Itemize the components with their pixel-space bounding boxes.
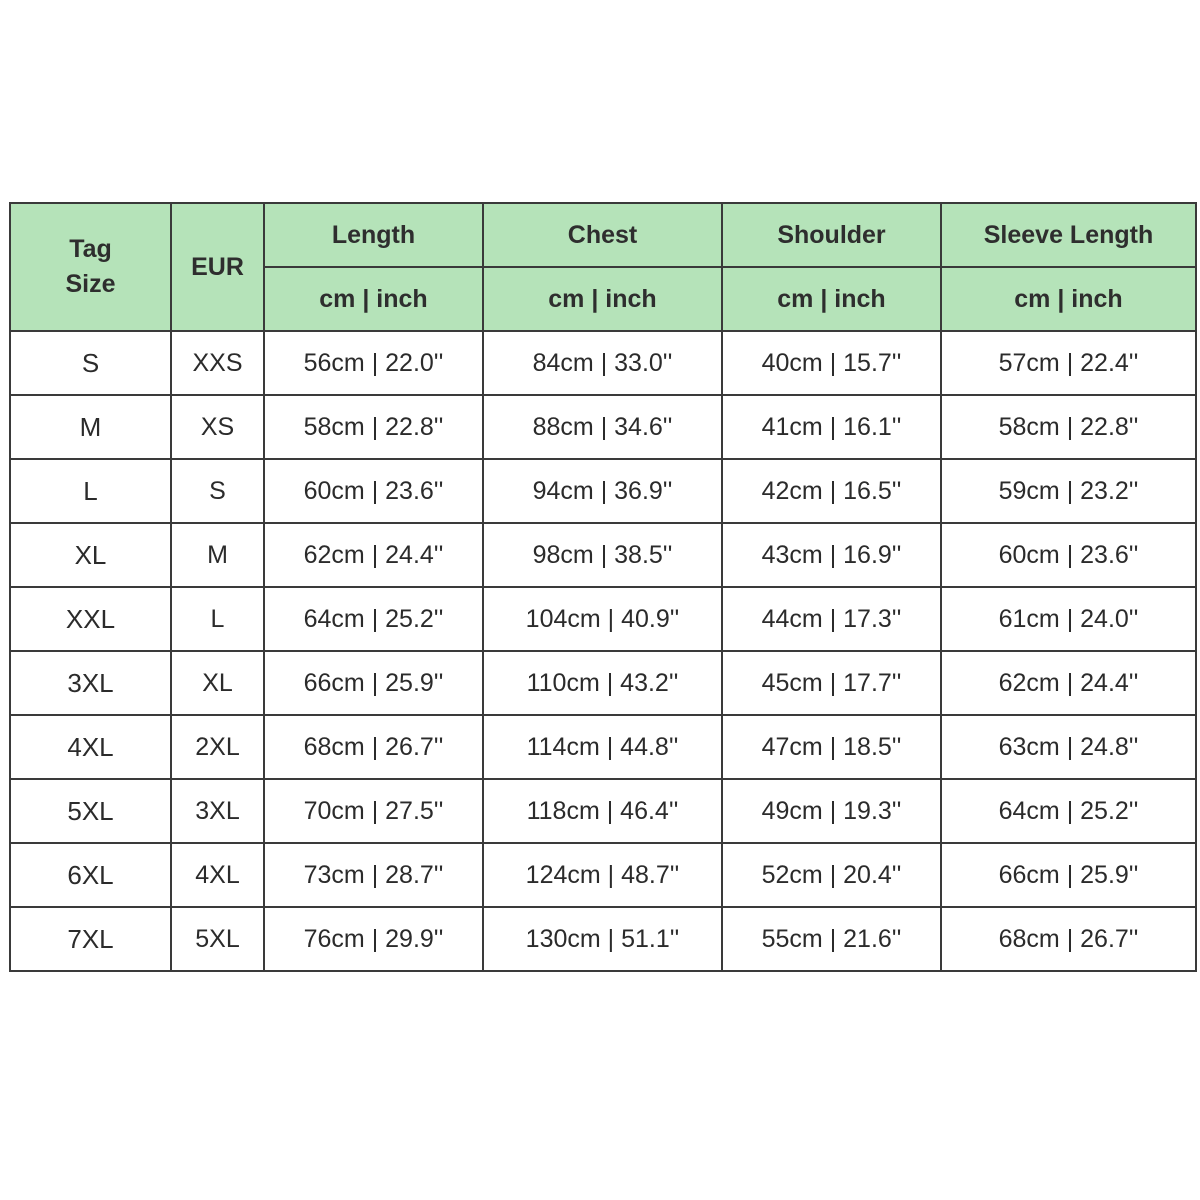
tag-size-header bbox=[10, 203, 171, 331]
tag-size-cell: 3XL bbox=[10, 651, 171, 715]
header-row-titles bbox=[10, 203, 1196, 267]
chest-cell: 114cm | 44.8'' bbox=[483, 715, 722, 779]
sleeve-length-cell: 59cm | 23.2'' bbox=[941, 459, 1196, 523]
shoulder-cell: 52cm | 20.4'' bbox=[722, 843, 941, 907]
shoulder-cell: 44cm | 17.3'' bbox=[722, 587, 941, 651]
sleeve-length-cell: 58cm | 22.8'' bbox=[941, 395, 1196, 459]
chest-cell: 104cm | 40.9'' bbox=[483, 587, 722, 651]
shoulder-cell: 42cm | 16.5'' bbox=[722, 459, 941, 523]
chest-cell: 84cm | 33.0'' bbox=[483, 331, 722, 395]
tag-size-cell: 6XL bbox=[10, 843, 171, 907]
chest-cell: 98cm | 38.5'' bbox=[483, 523, 722, 587]
sleeve-length-cell: 63cm | 24.8'' bbox=[941, 715, 1196, 779]
shoulder-header: Shoulder bbox=[722, 203, 941, 267]
eur-cell: 4XL bbox=[171, 843, 264, 907]
sleeve-length-cell: 64cm | 25.2'' bbox=[941, 779, 1196, 843]
eur-cell: XXS bbox=[171, 331, 264, 395]
length-cell: 66cm | 25.9'' bbox=[264, 651, 483, 715]
sleeve-unit-header: cm | inch bbox=[941, 267, 1196, 331]
tag-size-cell: 5XL bbox=[10, 779, 171, 843]
length-cell: 70cm | 27.5'' bbox=[264, 779, 483, 843]
tag-size-cell: L bbox=[10, 459, 171, 523]
chest-unit-header: cm | inch bbox=[483, 267, 722, 331]
shoulder-unit-header: cm | inch bbox=[722, 267, 941, 331]
shoulder-cell: 45cm | 17.7'' bbox=[722, 651, 941, 715]
table-row bbox=[10, 395, 1196, 459]
tag-size-header-line2: Size bbox=[65, 270, 116, 298]
shoulder-cell: 49cm | 19.3'' bbox=[722, 779, 941, 843]
eur-header: EUR bbox=[171, 203, 264, 331]
length-cell: 56cm | 22.0'' bbox=[264, 331, 483, 395]
shoulder-cell: 43cm | 16.9'' bbox=[722, 523, 941, 587]
chest-cell: 110cm | 43.2'' bbox=[483, 651, 722, 715]
eur-cell: 5XL bbox=[171, 907, 264, 971]
table-row bbox=[10, 715, 1196, 779]
eur-cell: XS bbox=[171, 395, 264, 459]
sleeve-length-header: Sleeve Length bbox=[941, 203, 1196, 267]
length-cell: 60cm | 23.6'' bbox=[264, 459, 483, 523]
eur-cell: S bbox=[171, 459, 264, 523]
table-row bbox=[10, 843, 1196, 907]
table-row bbox=[10, 331, 1196, 395]
shoulder-cell: 40cm | 15.7'' bbox=[722, 331, 941, 395]
tag-size-cell: M bbox=[10, 395, 171, 459]
eur-cell: L bbox=[171, 587, 264, 651]
table-row bbox=[10, 587, 1196, 651]
tag-size-cell: S bbox=[10, 331, 171, 395]
eur-cell: XL bbox=[171, 651, 264, 715]
length-cell: 76cm | 29.9'' bbox=[264, 907, 483, 971]
chest-header: Chest bbox=[483, 203, 722, 267]
tag-size-header-line1: Tag bbox=[69, 235, 112, 263]
tag-size-cell: XL bbox=[10, 523, 171, 587]
size-chart-table bbox=[9, 202, 1197, 972]
shoulder-cell: 47cm | 18.5'' bbox=[722, 715, 941, 779]
length-cell: 58cm | 22.8'' bbox=[264, 395, 483, 459]
table-row bbox=[10, 779, 1196, 843]
shoulder-cell: 41cm | 16.1'' bbox=[722, 395, 941, 459]
table-row bbox=[10, 523, 1196, 587]
sleeve-length-cell: 60cm | 23.6'' bbox=[941, 523, 1196, 587]
chest-cell: 124cm | 48.7'' bbox=[483, 843, 722, 907]
length-unit-header: cm | inch bbox=[264, 267, 483, 331]
length-header: Length bbox=[264, 203, 483, 267]
chest-cell: 130cm | 51.1'' bbox=[483, 907, 722, 971]
length-cell: 73cm | 28.7'' bbox=[264, 843, 483, 907]
sleeve-length-cell: 66cm | 25.9'' bbox=[941, 843, 1196, 907]
eur-cell: M bbox=[171, 523, 264, 587]
chest-cell: 94cm | 36.9'' bbox=[483, 459, 722, 523]
length-cell: 64cm | 25.2'' bbox=[264, 587, 483, 651]
sleeve-length-cell: 68cm | 26.7'' bbox=[941, 907, 1196, 971]
chest-cell: 88cm | 34.6'' bbox=[483, 395, 722, 459]
table-row bbox=[10, 907, 1196, 971]
table-row bbox=[10, 651, 1196, 715]
shoulder-cell: 55cm | 21.6'' bbox=[722, 907, 941, 971]
tag-size-cell: XXL bbox=[10, 587, 171, 651]
chest-cell: 118cm | 46.4'' bbox=[483, 779, 722, 843]
tag-size-cell: 4XL bbox=[10, 715, 171, 779]
sleeve-length-cell: 62cm | 24.4'' bbox=[941, 651, 1196, 715]
length-cell: 68cm | 26.7'' bbox=[264, 715, 483, 779]
tag-size-cell: 7XL bbox=[10, 907, 171, 971]
eur-cell: 2XL bbox=[171, 715, 264, 779]
table-row bbox=[10, 459, 1196, 523]
sleeve-length-cell: 57cm | 22.4'' bbox=[941, 331, 1196, 395]
table-header bbox=[10, 203, 1196, 331]
length-cell: 62cm | 24.4'' bbox=[264, 523, 483, 587]
table-body bbox=[10, 331, 1196, 971]
eur-cell: 3XL bbox=[171, 779, 264, 843]
sleeve-length-cell: 61cm | 24.0'' bbox=[941, 587, 1196, 651]
